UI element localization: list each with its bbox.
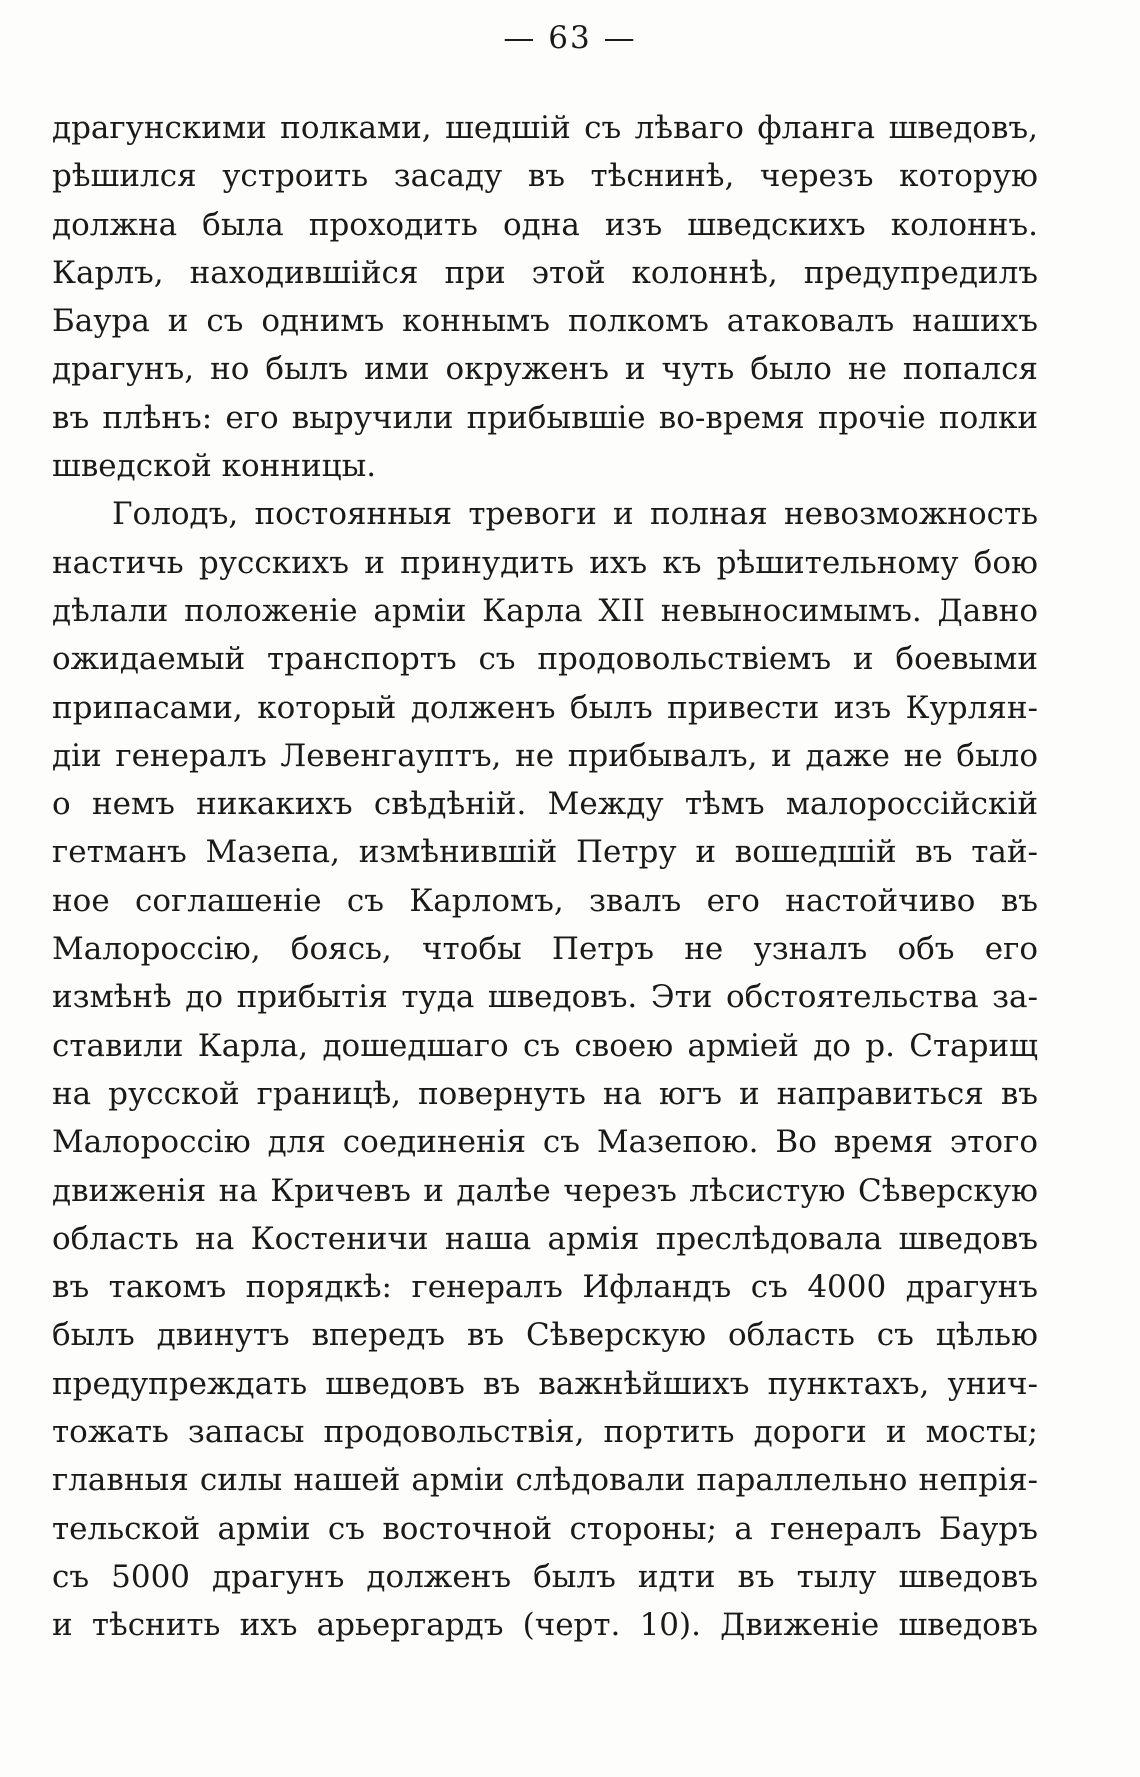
text-line: драгунскими полками, шедшій съ лѣваго фланга шведовъ, (52, 110, 1038, 146)
text-line: измѣнѣ до прибытія туда шведовъ. Эти обстоятельства за- (52, 979, 1038, 1016)
text-line: діи генералъ Левенгауптъ, не прибывалъ, и даже не было (52, 737, 1038, 774)
text-line: и тѣснить ихъ арьергардъ (черт. 10). Движеніе шведовъ (52, 1607, 1038, 1644)
text-line: ное соглашеніе съ Карломъ, звалъ его настойчиво въ (52, 882, 1038, 919)
text-line: главныя силы нашей арміи слѣдовали параллельно непрія- (52, 1462, 1038, 1499)
text-line: область на Костеничи наша армія преслѣдовала шведовъ (52, 1220, 1038, 1257)
text-line: Малороссію для соединенія съ Мазепою. Во время этого (52, 1124, 1038, 1161)
text-line: Голодъ, постоянныя тревоги и полная невозможность (112, 496, 1038, 533)
text-line: настичь русскихъ и принудить ихъ къ рѣшительному бою (52, 544, 1038, 581)
text-line: тельской арміи съ восточной стороны; а генералъ Бауръ (52, 1510, 1038, 1547)
text-line: о немъ никакихъ свѣдѣній. Между тѣмъ малороссійскій (52, 786, 1038, 823)
text-line: былъ двинутъ впередъ въ Сѣверскую область съ цѣлью (52, 1317, 1038, 1354)
text-line: гетманъ Мазепа, измѣнившій Петру и вошедшій въ тай- (52, 834, 1038, 871)
text-line: на русской границѣ, повернуть на югъ и направиться въ (52, 1075, 1038, 1112)
text-line: Баура и съ однимъ коннымъ полкомъ атаковалъ нашихъ (52, 303, 1038, 340)
page-number: — 63 — (503, 20, 637, 56)
text-line: Малороссію, боясь, чтобы Петръ не узналъ объ его (52, 931, 1038, 968)
text-line: рѣшился устроить засаду въ тѣснинѣ, черезъ которую (52, 158, 1038, 195)
text-line: движенія на Кричевъ и далѣе черезъ лѣсистую Сѣверскую (52, 1172, 1038, 1209)
text-line: тожать запасы продовольствія, портить дороги и мосты; (52, 1414, 1038, 1451)
text-line: предупреждать шведовъ въ важнѣйшихъ пунктахъ, унич- (52, 1365, 1038, 1402)
text-line: дѣлали положеніе арміи Карла XII невыносимымъ. Давно (52, 592, 1038, 629)
text-line: съ 5000 драгунъ долженъ былъ идти въ тылу шведовъ (52, 1558, 1038, 1595)
text-line: въ плѣнъ: его выручили прибывшіе во-время прочіе полки (52, 399, 1038, 436)
text-line: шведской конницы. (52, 448, 377, 485)
text-line: должна была проходить одна изъ шведскихъ колоннъ. (52, 206, 1038, 243)
body-text (52, 104, 1038, 1650)
text-line: драгунъ, но былъ ими окруженъ и чуть было не попался (52, 351, 1038, 388)
text-line: ставили Карла, дошедшаго съ своею арміей до р. Старищ (52, 1027, 1038, 1064)
text-line: ожидаемый транспортъ съ продовольствіемъ и боевыми (52, 641, 1038, 678)
text-line: припасами, который долженъ былъ привести изъ Курлян- (52, 689, 1038, 726)
text-line: Карлъ, находившійся при этой колоннѣ, предупредилъ (52, 254, 1038, 291)
text-line: въ такомъ порядкѣ: генералъ Ифландъ съ 4000 драгунъ (52, 1269, 1038, 1306)
